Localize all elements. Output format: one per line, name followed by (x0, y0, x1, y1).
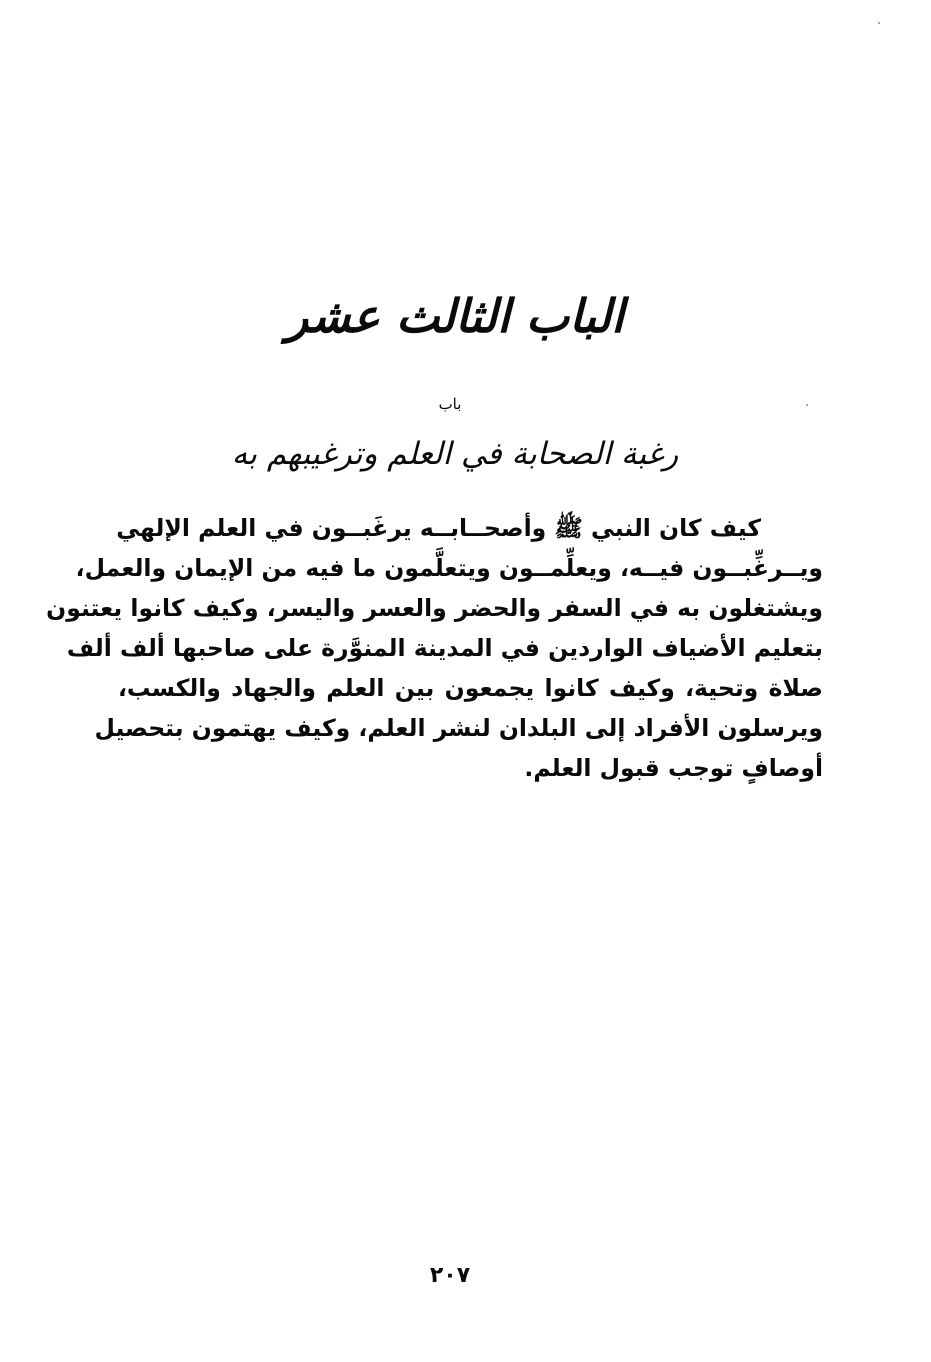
section-title: رغبة الصحابة في العلم وترغيبهم به (231, 436, 679, 472)
body-paragraph (46, 508, 823, 788)
scan-speck (806, 404, 808, 406)
paragraph-line: بتعليم الأضياف الواردين في المدينة المنوَّرة على صاحبها ألف ألف (66, 634, 823, 662)
scan-speck (878, 22, 880, 24)
paragraph-line: أوصافٍ توجب قبول العلم. (524, 754, 823, 782)
paragraph-line: ويرسلون الأفراد إلى البلدان لنشر العلم، وكيف يهتمون بتحصيل (94, 714, 823, 742)
paragraph-line: صلاة وتحية، وكيف كانوا يجمعون بين العلم والجهاد والكسب، (118, 674, 823, 702)
chapter-title: الباب الثالث عشر (286, 289, 624, 343)
paragraph-line: ويشتغلون به في السفر والحضر والعسر واليسر، وكيف كانوا يعتنون (46, 594, 823, 622)
paragraph-line: ويــرغِّبــون فيــه، ويعلِّمــون ويتعلَّمون ما فيه من الإيمان والعمل، (75, 554, 823, 582)
page-number: ٢٠٧ (429, 1263, 471, 1288)
paragraph-line: كيف كان النبي ﷺ وأصحــابــه يرغَبــون في العلم الإلهي (116, 514, 761, 542)
section-label: باب (438, 395, 462, 413)
